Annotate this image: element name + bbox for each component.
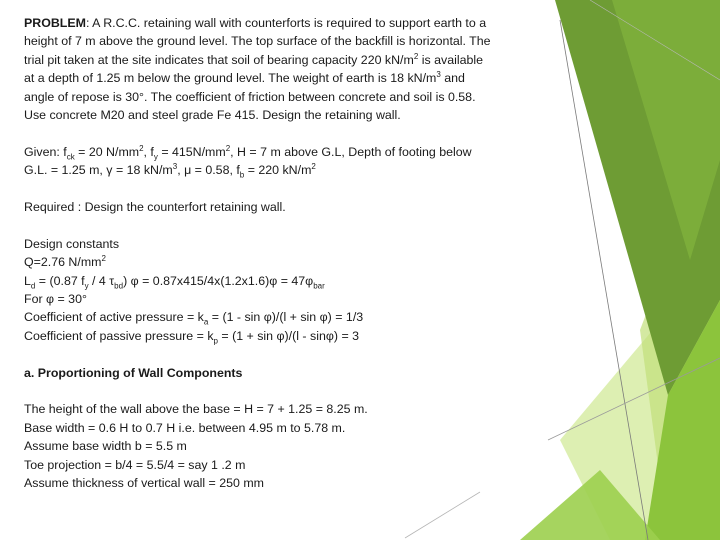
given-1a: Given: f [24,144,67,159]
problem-text-2: height of 7 m above the ground level. The top surface of the backfill is horizontal. The [24,34,491,49]
section-a-line: Assume base width b = 5.5 m [24,439,187,454]
kp-sub: p [213,336,218,346]
given-line-1 [24,143,554,161]
constant-ka [24,308,554,326]
given-sub-b: b [239,170,245,180]
problem-line-4 [24,69,554,87]
problem-line-1 [24,14,554,32]
problem-line-2 [24,32,554,50]
q-text: Q=2.76 N/mm [24,255,102,270]
ld-sub-bar: bar [313,281,325,291]
given-sub-ck: ck [66,152,75,162]
given-1c: , f [143,144,154,159]
section-a-line: Assume thickness of vertical wall = 250 mm [24,476,264,491]
problem-line-3 [24,51,554,69]
q-sup: 2 [101,254,106,264]
ka-b: = (1 - sin φ)/(l + sin φ) = 1/3 [208,310,364,325]
given-sup-2: 2 [225,143,231,153]
problem-text-3b: is available [418,52,484,67]
given-2c: = 220 kN/m [244,163,312,178]
given-2a: G.L. = 1.25 m, γ = 18 kN/m [24,163,173,178]
kp-b: = (1 + sin φ)/(l - sinφ) = 3 [217,328,360,343]
ld-c: / 4 τ [88,273,115,288]
constant-phi: For φ = 30° [24,292,87,307]
section-a-heading [24,364,554,382]
constant-q [24,253,554,271]
given-sup-3: 3 [172,162,178,172]
ld-sub-y: y [84,281,89,291]
problem-label: PROBLEM [24,16,86,30]
section-a-line: The height of the wall above the base = H = 7 + 1.25 = 8.25 m. [24,402,368,417]
constant-ld [24,272,554,290]
problem-text-3a: trial pit taken at the site indicates that soil of bearing capacity 220 kN/m [24,52,414,67]
problem-sup-4: 3 [436,70,441,80]
given-1d: = 415N/mm [157,144,226,159]
slide-content [24,14,554,492]
given-sup-1: 2 [139,143,144,153]
section-a-line: Base width = 0.6 H to 0.7 H i.e. between 4.95 m to 5.78 m. [24,420,346,435]
problem-line-6 [24,106,554,124]
given-2b: , μ = 0.58, f [177,163,240,178]
required-line: Required : Design the counterfort retaining wall. [24,200,286,215]
ld-sub-bd: bd [114,281,124,291]
ld-d: ) φ = 0.87x415/4x(1.2x1.6)φ = 47φ [123,273,314,288]
problem-text-4b: and [440,71,465,86]
given-1b: = 20 N/mm [74,144,140,159]
problem-text-4a: at a depth of 1.25 m below the ground level. The weight of earth is 18 kN/m [24,71,437,86]
problem-line-5 [24,88,554,106]
constant-kp [24,327,554,345]
given-sub-y: y [153,152,158,162]
design-constants-heading: Design constants [24,236,120,251]
problem-text-1: : A R.C.C. retaining wall with counterforts is required to support earth to a [85,16,487,30]
problem-text-6: Use concrete M20 and steel grade Fe 415. Design the retaining wall. [24,108,401,123]
ka-sub: a [203,317,209,327]
kp-a: Coefficient of passive pressure = k [24,328,214,343]
section-a-line: Toe projection = b/4 = 5.5/4 = say 1 .2 m [24,457,246,472]
ld-sub-d: d [30,281,36,291]
given-line-2 [24,161,554,179]
accent-line-3 [405,492,480,538]
problem-sup-3: 2 [413,51,419,61]
given-sup-4: 2 [311,162,316,172]
section-a-title: a. Proportioning of Wall Components [24,365,243,380]
given-1e: , H = 7 m above G.L, Depth of footing below [230,144,472,159]
ld-a: L [24,273,31,288]
problem-text-5: angle of repose is 30°. The coefficient of friction between concrete and soil is 0.58. [24,89,476,104]
ld-b: = (0.87 f [35,273,85,288]
ka-a: Coefficient of active pressure = k [24,310,204,325]
